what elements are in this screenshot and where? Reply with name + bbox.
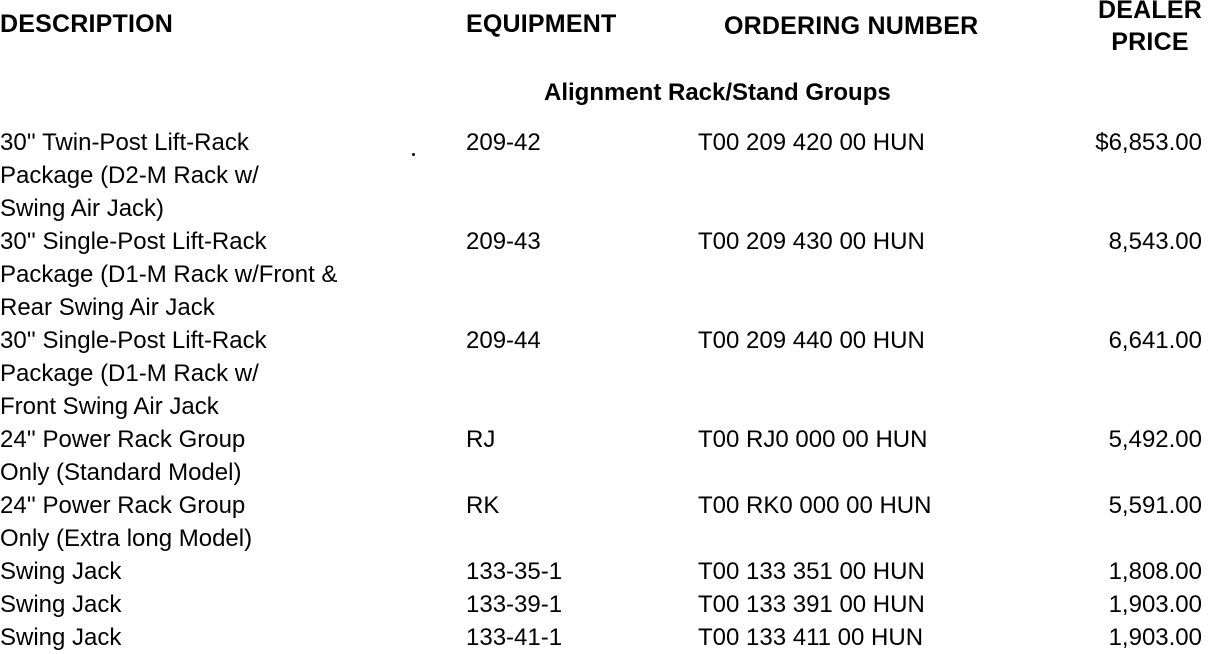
row-price: 8,543.00 [1108,228,1202,255]
row-description-line: 24'' Power Rack Group [0,426,246,453]
row-description-line: 30'' Single-Post Lift-Rack [0,327,267,354]
table-row [0,324,1216,423]
row-price: 6,641.00 [1108,327,1202,354]
table-row [0,225,1216,324]
row-ordering-number: T00 RJ0 000 00 HUN [698,426,928,453]
row-price: 1,903.00 [1108,591,1202,618]
row-price: $6,853.00 [1095,129,1202,156]
header-dealer-price-line2: PRICE [1111,28,1189,56]
row-description [0,126,259,225]
row-description-line: 30'' Single-Post Lift-Rack [0,228,267,255]
row-description-line: Front Swing Air Jack [0,393,219,420]
header-dealer-price [1098,0,1202,58]
row-description-line: Rear Swing Air Jack [0,294,215,321]
row-equipment: 133-35-1 [466,558,563,585]
row-ordering-number: T00 RK0 000 00 HUN [698,492,932,519]
row-description-line: Package (D1-M Rack w/ [0,360,259,387]
price-list [0,126,1216,654]
row-price: 1,808.00 [1108,558,1202,585]
row-ordering-number: T00 133 351 00 HUN [698,558,925,585]
row-ordering-number: T00 209 440 00 HUN [698,327,925,354]
row-description-line: 30'' Twin-Post Lift-Rack [0,129,249,156]
row-description-line: Only (Extra long Model) [0,525,253,552]
row-ordering-number: T00 209 420 00 HUN [698,129,925,156]
row-price: 5,492.00 [1108,426,1202,453]
header-ordering-number: ORDERING NUMBER [724,12,979,40]
row-description [0,324,267,423]
header-equipment: EQUIPMENT [466,10,617,38]
row-description [0,555,121,588]
table-row [0,489,1216,555]
row-description-line: Package (D2-M Rack w/ [0,162,259,189]
header-dealer-price-line1: DEALER [1098,0,1202,24]
header-description: DESCRIPTION [0,10,174,38]
row-ordering-number: T00 133 411 00 HUN [698,624,924,651]
row-description-line: Swing Jack [0,591,122,618]
row-equipment: 209-43 [466,228,541,255]
row-description [0,225,337,324]
table-row [0,588,1216,621]
section-title: Alignment Rack/Stand Groups [544,79,891,106]
row-description-line: 24'' Power Rack Group [0,492,246,519]
table-row [0,126,1216,225]
row-price: 5,591.00 [1108,492,1202,519]
row-equipment: RK [466,492,500,519]
row-description-line: Package (D1-M Rack w/Front & [0,261,338,288]
row-description [0,423,245,489]
table-row [0,555,1216,588]
table-row [0,423,1216,489]
row-description [0,621,121,654]
row-price: 1,903.00 [1108,624,1202,651]
row-equipment: 133-41-1 [466,624,563,651]
row-description [0,588,121,621]
row-description-line: Swing Jack [0,624,122,651]
row-equipment: RJ [466,426,496,453]
row-equipment: 133-39-1 [466,591,563,618]
row-description [0,489,252,555]
row-equipment: 209-44 [466,327,541,354]
row-description-line: Swing Jack [0,558,122,585]
row-ordering-number: T00 133 391 00 HUN [698,591,925,618]
table-row [0,621,1216,654]
row-equipment: 209-42 [466,129,541,156]
row-ordering-number: T00 209 430 00 HUN [698,228,925,255]
row-description-line: Swing Air Jack) [0,195,165,222]
row-description-line: Only (Standard Model) [0,459,242,486]
